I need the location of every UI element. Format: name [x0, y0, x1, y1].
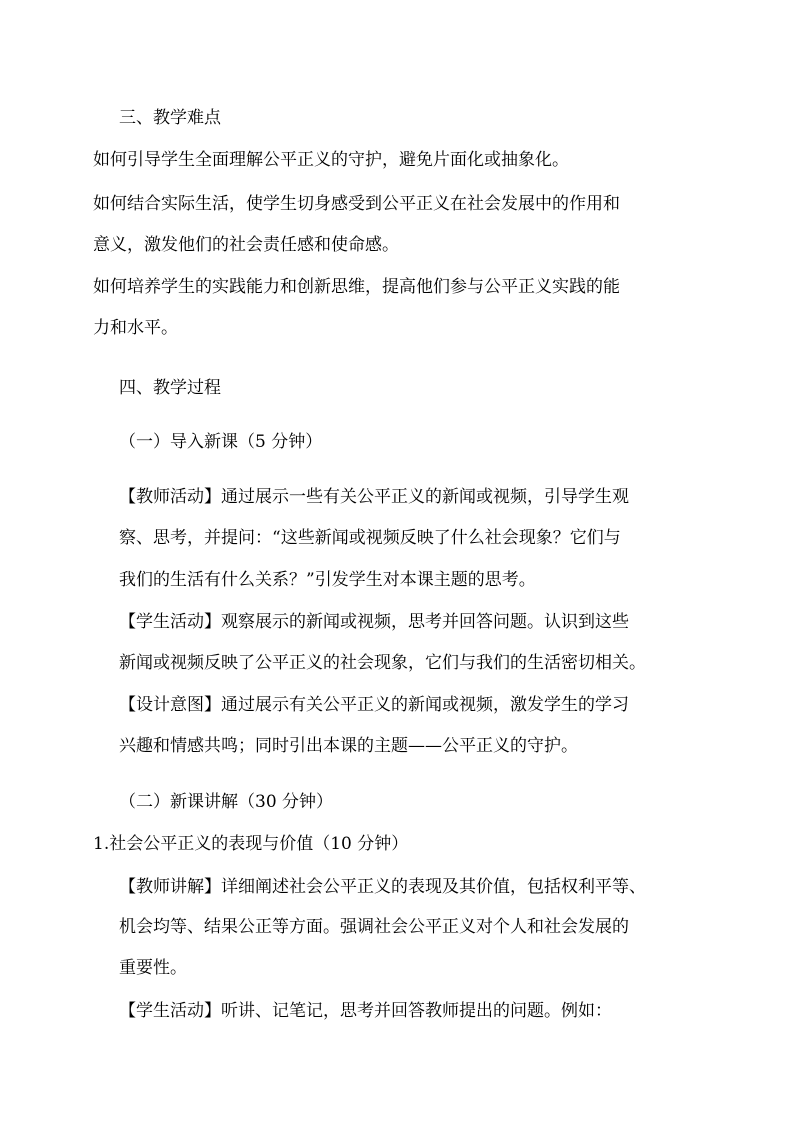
difficulty-item-1-line-1: 如何引导学生全面理解公平正义的守护，避免片面化或抽象化。: [93, 150, 569, 170]
difficulty-item-2-line-2: 意义，激发他们的社会责任感和使命感。: [93, 235, 399, 255]
intro-design-line-1: 【设计意图】通过展示有关公平正义的新闻或视频，激发学生的学习: [119, 695, 629, 715]
lecture-teacher-line-3: 重要性。: [119, 958, 187, 978]
intro-student-line-1: 【学生活动】观察展示的新闻或视频，思考并回答问题。认识到这些: [119, 612, 629, 632]
intro-design-line-2: 兴趣和情感共鸣；同时引出本课的主题——公平正义的守护。: [119, 736, 578, 756]
subsection-heading-intro: （一）导入新课（5 分钟）: [119, 432, 323, 452]
difficulty-item-3-line-2: 力和水平。: [93, 318, 178, 338]
difficulty-item-2-line-1: 如何结合实际生活，使学生切身感受到公平正义在社会发展中的作用和: [93, 194, 620, 214]
section-heading-difficulty: 三、教学难点: [119, 108, 221, 128]
intro-teacher-line-1: 【教师活动】通过展示一些有关公平正义的新闻或视频，引导学生观: [119, 487, 629, 507]
difficulty-item-3-line-1: 如何培养学生的实践能力和创新思维，提高他们参与公平正义实践的能: [93, 277, 620, 297]
lecture-section-1-heading: 1.社会公平正义的表现与价值（10 分钟）: [93, 834, 409, 854]
lecture-student-line-1: 【学生活动】听讲、记笔记，思考并回答教师提出的问题。例如：: [119, 1001, 612, 1021]
subsection-heading-lecture: （二）新课讲解（30 分钟）: [119, 792, 334, 812]
lecture-teacher-line-1: 【教师讲解】详细阐述社会公平正义的表现及其价值，包括权利平等、: [119, 877, 646, 897]
lecture-teacher-line-2: 机会均等、结果公正等方面。强调社会公平正义对个人和社会发展的: [119, 917, 629, 937]
section-heading-process: 四、教学过程: [119, 378, 221, 398]
intro-student-line-2: 新闻或视频反映了公平正义的社会现象，它们与我们的生活密切相关。: [119, 653, 646, 673]
intro-teacher-line-2: 察、思考，并提问：“这些新闻或视频反映了什么社会现象？它们与: [119, 528, 621, 548]
intro-teacher-line-3: 我们的生活有什么关系？”引发学生对本课主题的思考。: [119, 570, 536, 590]
